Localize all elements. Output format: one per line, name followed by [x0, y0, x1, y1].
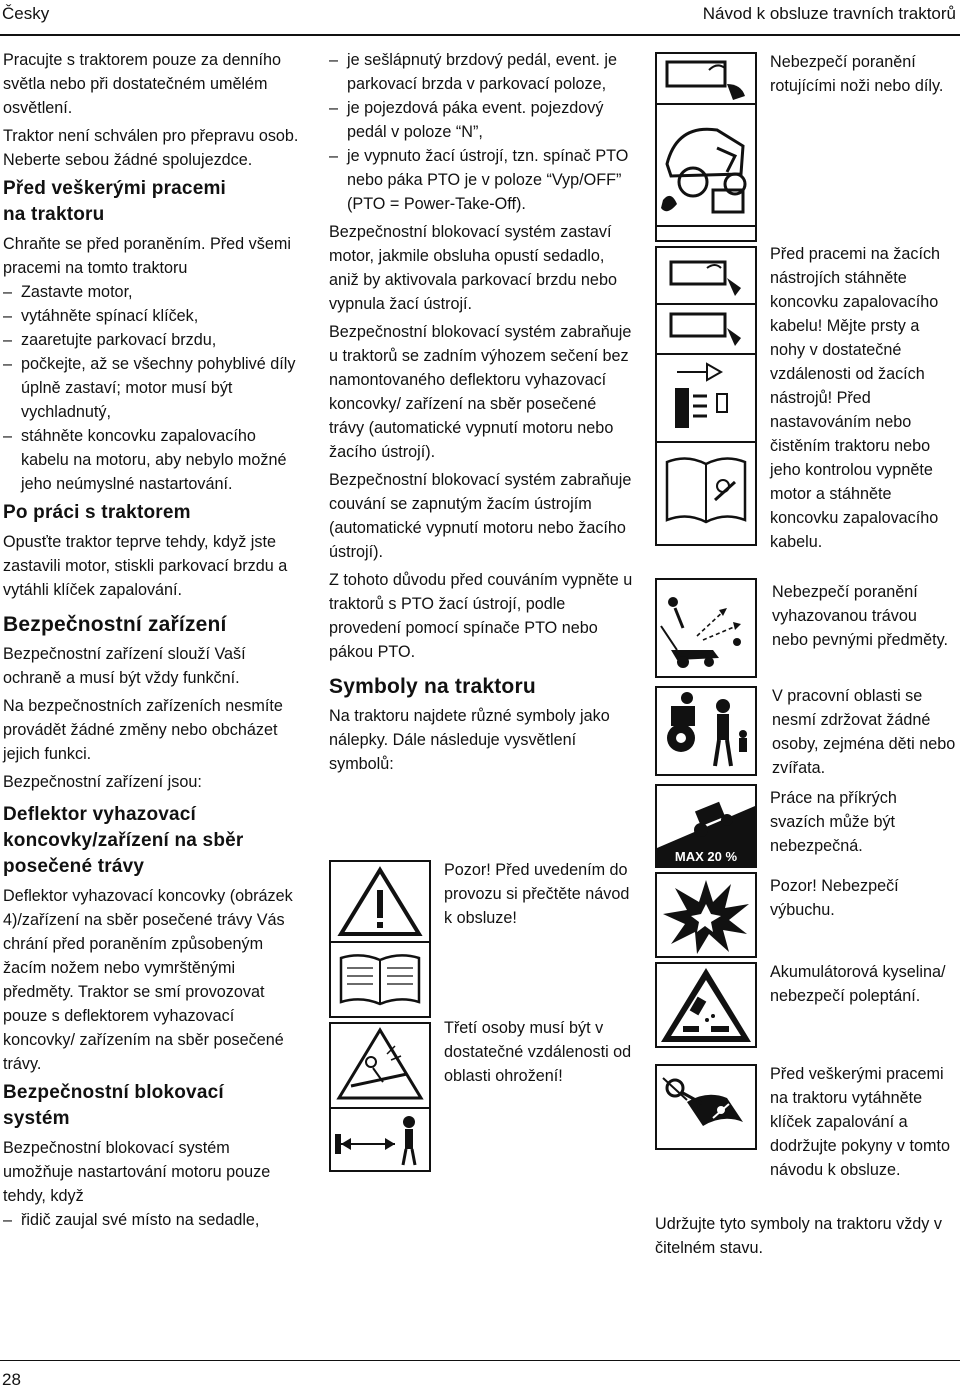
list-item: – je vypnuto žací ústrojí, tzn. spínač PTO nebo páka PTO je v poloze “Vyp/OFF” (PTO = Power-Take-Off). — [329, 144, 634, 216]
thrown-objects-icon — [657, 580, 755, 676]
list-item: – Zastavte motor, — [3, 280, 303, 304]
symbol-key-manual — [655, 1064, 757, 1150]
slope-badge: MAX 20 % — [674, 849, 738, 864]
paragraph-daylight: Pracujte s traktorem pouze za denního světla nebo při dostatečném umělém osvětlení. — [3, 51, 282, 117]
list-item: – je pojezdová páka event. pojezdový pedál v poloze “N”, — [329, 96, 634, 144]
list-interlock-conditions — [329, 48, 634, 216]
symbol-text-key-manual: Před veškerými pracemi na traktoru vytáhněte klíček zapalování a dodržujte pokyny v tomto návodu k obsluze. — [770, 1065, 950, 1179]
symbol-text-acid: Akumulátorová kyselina/ nebezpečí poleptání. — [770, 963, 946, 1005]
symbol-keep-distance — [329, 1022, 431, 1172]
paragraph-symbols-intro: Na traktoru najdete různé symboly jako nálepky. Dále následuje vysvětlení symbolů: — [329, 707, 610, 773]
symbol-text-slope: Práce na příkrých svazích může být nebezpečná. — [770, 789, 897, 855]
list-item: – počkejte, až se všechny pohyblivé díly úplně zastaví; motor musí být vychladnutý, — [3, 352, 303, 424]
symbol-text-keep-distance: Třetí osoby musí být v dostatečné vzdálenosti od oblasti ohrožení! — [444, 1019, 632, 1085]
footer-rule — [0, 1360, 960, 1361]
list-item: – vytáhněte spínací klíček, — [3, 304, 303, 328]
list-item: – zaaretujte parkovací brzdu, — [3, 328, 303, 352]
paragraph-leave-tractor: Opusťte traktor teprve tehdy, když jste zastavili motor, stiskli parkovací brzdu a vytáhli klíček zapalování. — [3, 533, 288, 599]
paragraph-interlock-rear: Bezpečnostní blokovací systém zabraňuje u traktorů se zadním výhozem sečení bez namontovaného deflektoru vyhazovací koncovky/ zařízení na sběr posečené trávy (automatické vypnutí motoru nebo žacího ústrojí). — [329, 323, 632, 461]
heading-safety-devices: Bezpečnostní zařízení — [3, 613, 227, 636]
paragraph-safety-1: Bezpečnostní zařízení slouží Vaší ochraně a musí být vždy funkční. — [3, 645, 246, 687]
heading-symbols: Symboly na traktoru — [329, 675, 536, 698]
symbol-text-read-manual: Pozor! Před uvedením do provozu si přečtěte návod k obsluze! — [444, 861, 630, 927]
acid-icon — [657, 964, 755, 1046]
symbol-read-manual — [329, 860, 431, 1018]
list-interlock-start — [3, 1208, 303, 1232]
header-language: Česky — [2, 4, 50, 23]
symbol-acid — [655, 962, 757, 1048]
symbol-rotating-blades — [655, 52, 757, 242]
header-rule — [0, 34, 960, 36]
list-item: – řidič zaujal své místo na sedadle, — [3, 1208, 303, 1232]
list-item: – je sešlápnutý brzdový pedál, event. je parkovací brzda v parkovací poloze, — [329, 48, 634, 96]
heading-deflector: Deflektor vyhazovací koncovky/zařízení na sběr posečené trávy — [3, 804, 244, 877]
paragraph-interlock: Bezpečnostní blokovací systém umožňuje nastartování motoru pouze tehdy, když — [3, 1139, 271, 1205]
paragraph-keep-legible: Udržujte tyto symboly na traktoru vždy v čitelném stavu. — [655, 1215, 942, 1257]
list-item: – stáhněte koncovku zapalovacího kabelu na motoru, aby nebylo možné jeho neúmyslné nastartování. — [3, 424, 303, 496]
symbol-text-rotating-blades: Nebezpečí poranění rotujícími noži nebo díly. — [770, 53, 944, 95]
page-number: 28 — [2, 1370, 21, 1389]
explosion-icon — [657, 874, 755, 956]
key-manual-icon — [657, 1066, 755, 1148]
list-before-work — [3, 280, 303, 496]
paragraph-deflector: Deflektor vyhazovací koncovky (obrázek 4)/zařízení na sběr posečené trávy Vás chrání před poraněním způsobeným žacím nožem nebo vymrštěnými předměty. Traktor se smí provozovat pouze s deflektorem vyhazovací koncovky/ zařízením na sběr posečené trávy. — [3, 887, 293, 1073]
paragraph-reverse-pto: Z tohoto důvodu před couváním vypněte u traktorů s PTO žací ústrojí, podle provedení pomocí spínače PTO nebo pákou PTO. — [329, 571, 633, 661]
paragraph-interlock-stop: Bezpečnostní blokovací systém zastaví motor, jakmile obsluha opustí sedadlo, aniž by aktivovala parkovací brzdu nebo vypnula žací ústrojí. — [329, 223, 617, 313]
keep-distance-icon — [331, 1110, 429, 1170]
symbol-bystanders — [655, 686, 757, 776]
symbol-thrown-objects — [655, 578, 757, 678]
spark-plug-manual-icon — [657, 248, 755, 544]
symbol-text-bystanders: V pracovní oblasti se nesmí zdržovat žádné osoby, zejména děti nebo zvířata. — [772, 687, 956, 777]
rotating-blades-icon — [657, 54, 755, 240]
paragraph-protect: Chraňte se před poraněním. Před všemi pracemi na tomto traktoru — [3, 235, 291, 277]
paragraph-interlock-reverse: Bezpečnostní blokovací systém zabraňuje couvání se zapnutým žacím ústrojím (automatické vypnutí motoru nebo žacího ústrojí). — [329, 471, 632, 561]
column-1 — [3, 48, 303, 1236]
paragraph-safety-3: Bezpečnostní zařízení jsou: — [3, 773, 202, 791]
symbol-text-spark-plug: Před pracemi na žacích nástrojích stáhněte koncovku zapalovacího kabelu! Mějte prsty a nohy v dostatečné vzdálenosti od žacích nástrojů! Před nastavováním nebo čistěním traktoru nebo jeho kontrolou vypněte motor a stáhněte koncovku zapalovacího kabelu. — [770, 245, 941, 551]
symbol-slope — [655, 784, 757, 868]
heading-after-work: Po práci s traktorem — [3, 502, 191, 523]
column-2 — [329, 48, 634, 780]
symbol-text-thrown-objects: Nebezpečí poranění vyhazovanou trávou nebo pevnými předměty. — [772, 583, 949, 649]
symbol-spark-plug — [655, 246, 757, 546]
paragraph-safety-2: Na bezpečnostních zařízeních nesmíte provádět žádné změny nebo obcházet jejich funkci. — [3, 697, 283, 763]
warning-triangle-icon — [331, 862, 429, 1016]
header-manual-title: Návod k obsluze travních traktorů — [702, 4, 956, 23]
heading-interlock: Bezpečnostní blokovací systém — [3, 1082, 224, 1129]
heading-before-work: Před veškerými pracemi na traktoru — [3, 178, 227, 225]
symbol-text-explosion: Pozor! Nebezpečí výbuchu. — [770, 877, 899, 919]
symbol-explosion — [655, 872, 757, 958]
paragraph-no-passengers: Traktor není schválen pro přepravu osob. Neberte sebou žádné spolujezdce. — [3, 127, 299, 169]
bystanders-icon — [657, 688, 755, 774]
